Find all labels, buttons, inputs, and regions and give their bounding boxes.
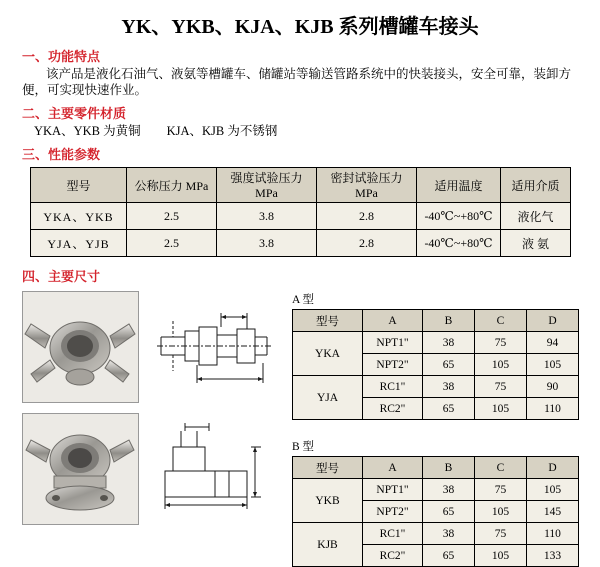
product-photo-b (22, 413, 139, 525)
dim-b-r0-c1: NPT1" (363, 479, 423, 501)
media-row-b (22, 413, 271, 525)
product-media-column (22, 291, 271, 525)
dim-a-r3-c1: RC2" (363, 398, 423, 420)
dim-b-col-3: C (475, 457, 527, 479)
dim-a-model-yka: YKA (293, 332, 363, 376)
dim-a-r2-c2: 38 (423, 376, 475, 398)
dim-b-r2-c3: 75 (475, 523, 527, 545)
perf-r1-c0: YJA、YJB (31, 230, 127, 257)
dim-a-r0-c3: 75 (475, 332, 527, 354)
dimension-table-b (292, 456, 579, 567)
dim-a-r1-c4: 105 (527, 354, 579, 376)
dim-a-col-4: D (527, 310, 579, 332)
dim-a-col-2: B (423, 310, 475, 332)
dim-b-r1-c1: NPT2" (363, 501, 423, 523)
product-photo-a (22, 291, 139, 403)
dim-a-col-3: C (475, 310, 527, 332)
perf-col-5: 适用介质 (501, 168, 571, 203)
dim-b-r3-c4: 133 (527, 545, 579, 567)
table-row (293, 332, 579, 354)
dim-b-r0-c3: 75 (475, 479, 527, 501)
perf-r1-c5: 液 氨 (501, 230, 571, 257)
features-paragraph: 该产品是液化石油气、液氨等槽罐车、储罐站等输送管路系统中的快装接头，安全可靠，装卸方便，可实现快速作业。 (22, 67, 572, 97)
coupling-drawing-a-icon (151, 291, 271, 401)
table-row (293, 376, 579, 398)
table-header-row (31, 168, 571, 203)
perf-col-1: 公称压力 MPa (127, 168, 217, 203)
perf-r0-c1: 2.5 (127, 203, 217, 230)
dim-b-r1-c4: 145 (527, 501, 579, 523)
perf-r0-c3: 2.8 (317, 203, 417, 230)
section-heading-performance: 三、性能参数 (22, 147, 101, 162)
dimension-tables (292, 291, 584, 567)
dim-a-r3-c3: 105 (475, 398, 527, 420)
coupling-photo-a-icon (23, 292, 138, 402)
table-row (31, 203, 571, 230)
dim-b-r3-c1: RC2" (363, 545, 423, 567)
perf-r1-c4: -40℃~+80℃ (417, 230, 501, 257)
perf-col-3: 密封试验压力 MPa (317, 168, 417, 203)
type-b-label: B 型 (292, 441, 315, 453)
dim-b-r2-c1: RC1" (363, 523, 423, 545)
perf-r0-c4: -40℃~+80℃ (417, 203, 501, 230)
section-heading-material: 二、主要零件材质 (22, 106, 127, 121)
section-heading-dimensions: 四、主要尺寸 (22, 269, 101, 284)
perf-r1-c1: 2.5 (127, 230, 217, 257)
type-a-label: A 型 (292, 294, 315, 306)
drawing-wrap-b (151, 413, 271, 523)
dim-a-r1-c2: 65 (423, 354, 475, 376)
type-b-block (292, 438, 584, 567)
perf-r0-c5: 液化气 (501, 203, 571, 230)
material-left: YKA、YKB 为黄铜 (34, 124, 141, 138)
dim-b-r0-c4: 105 (527, 479, 579, 501)
table-row (293, 479, 579, 501)
dim-a-r0-c1: NPT1" (363, 332, 423, 354)
dim-b-r0-c2: 38 (423, 479, 475, 501)
dim-b-col-4: D (527, 457, 579, 479)
dim-b-r3-c3: 105 (475, 545, 527, 567)
material-right: KJA、KJB 为不锈钢 (166, 124, 278, 138)
coupling-drawing-b-icon (151, 413, 271, 523)
table-row (293, 523, 579, 545)
product-drawing-b (151, 413, 271, 523)
media-row-a (22, 291, 271, 403)
dim-a-r3-c4: 110 (527, 398, 579, 420)
dim-a-r0-c2: 38 (423, 332, 475, 354)
dim-a-r3-c2: 65 (423, 398, 475, 420)
dim-a-r1-c1: NPT2" (363, 354, 423, 376)
perf-r0-c2: 3.8 (217, 203, 317, 230)
dim-a-r2-c4: 90 (527, 376, 579, 398)
table-header-row (293, 310, 579, 332)
perf-col-0: 型号 (31, 168, 127, 203)
dim-b-model-ykb: YKB (293, 479, 363, 523)
dim-a-model-yja: YJA (293, 376, 363, 420)
dim-b-col-2: B (423, 457, 475, 479)
dim-b-r3-c2: 65 (423, 545, 475, 567)
material-line (34, 123, 582, 139)
dim-a-r2-c1: RC1" (363, 376, 423, 398)
dim-a-r1-c3: 105 (475, 354, 527, 376)
dimension-table-a (292, 309, 579, 420)
page-title: YK、YKB、KJA、KJB 系列槽罐车接头 (121, 16, 479, 38)
coupling-photo-b-icon (23, 414, 138, 524)
dim-b-model-kjb: KJB (293, 523, 363, 567)
perf-r1-c3: 2.8 (317, 230, 417, 257)
drawing-wrap-a (151, 291, 271, 401)
dim-b-r2-c2: 38 (423, 523, 475, 545)
dim-b-r2-c4: 110 (527, 523, 579, 545)
performance-table (30, 167, 571, 257)
table-header-row (293, 457, 579, 479)
dim-b-col-0: 型号 (293, 457, 363, 479)
perf-r0-c0: YKA、YKB (31, 203, 127, 230)
perf-r1-c2: 3.8 (217, 230, 317, 257)
perf-col-2: 强度试验压力 MPa (217, 168, 317, 203)
table-row (31, 230, 571, 257)
section-heading-features: 一、功能特点 (22, 49, 101, 64)
dim-a-r0-c4: 94 (527, 332, 579, 354)
product-drawing-a (151, 291, 271, 401)
perf-col-4: 适用温度 (417, 168, 501, 203)
dim-b-r1-c2: 65 (423, 501, 475, 523)
dim-a-r2-c3: 75 (475, 376, 527, 398)
dim-b-col-1: A (363, 457, 423, 479)
dim-a-col-1: A (363, 310, 423, 332)
dim-a-col-0: 型号 (293, 310, 363, 332)
dim-b-r1-c3: 105 (475, 501, 527, 523)
